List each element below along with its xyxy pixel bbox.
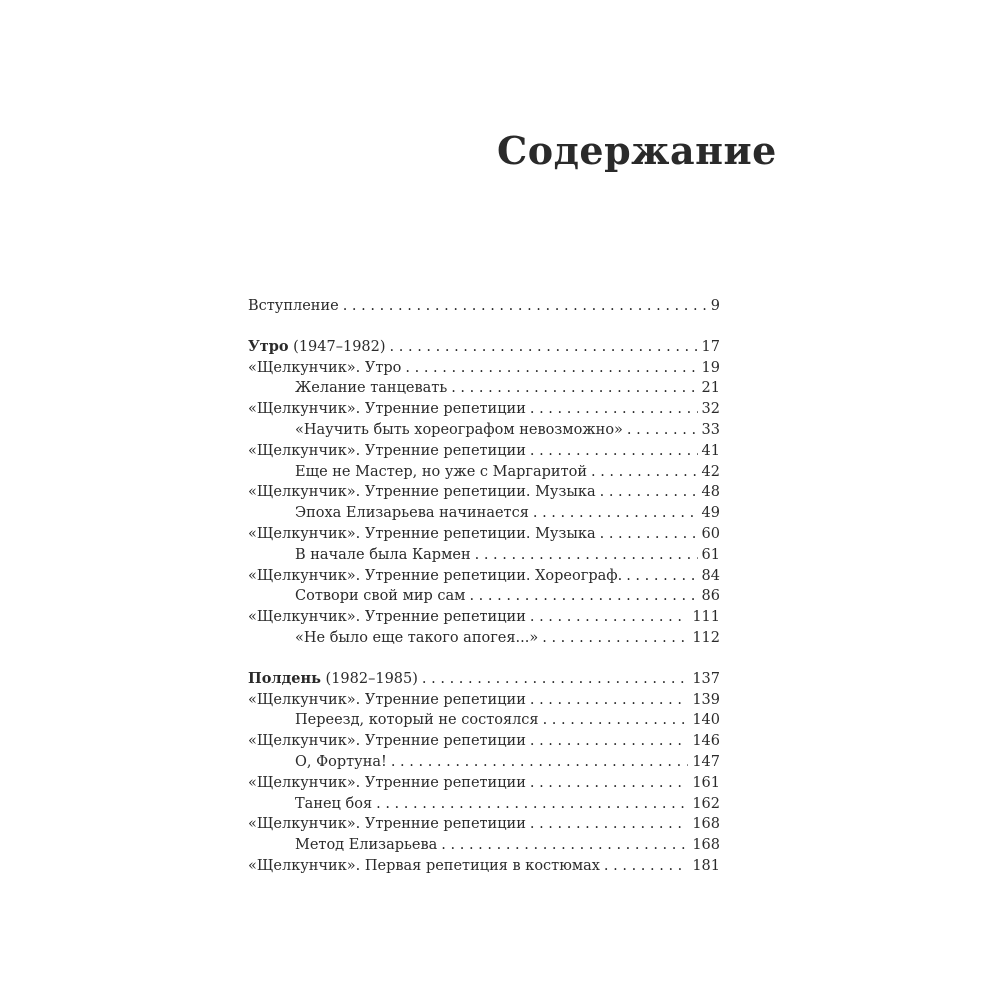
toc-entry-text: «Щелкунчик». Утренние репетиции bbox=[248, 733, 526, 750]
toc-entry-text: (1947–1982) bbox=[288, 338, 386, 355]
dot-leader bbox=[530, 814, 688, 835]
dot-leader bbox=[530, 441, 698, 462]
toc-entry-title bbox=[295, 586, 465, 607]
toc-entry bbox=[248, 420, 720, 441]
dot-leader bbox=[600, 524, 698, 545]
toc-entry-page: 60 bbox=[701, 525, 720, 542]
toc-entry-page: 9 bbox=[710, 298, 720, 314]
toc-entry-title bbox=[248, 358, 401, 379]
toc-entry bbox=[248, 482, 720, 503]
toc-entry-title bbox=[248, 690, 526, 711]
dot-leader bbox=[542, 628, 688, 649]
dot-leader bbox=[441, 835, 688, 856]
dot-leader bbox=[405, 358, 697, 379]
toc-entry-text: «Щелкунчик». Утренние репетиции. Хореограф. bbox=[248, 567, 623, 584]
toc-entry-title bbox=[248, 669, 418, 690]
toc-entry bbox=[248, 669, 720, 690]
toc-entry-text: «Щелкунчик». Утренние репетиции bbox=[248, 691, 526, 708]
toc-entry-title bbox=[248, 296, 339, 317]
toc-entry bbox=[248, 731, 720, 752]
toc-entry-page: 140 bbox=[692, 712, 720, 729]
toc-entry-page: 181 bbox=[692, 857, 720, 874]
toc-entry-title bbox=[295, 628, 538, 649]
toc-entry-text: «Щелкунчик». Утренние репетиции bbox=[248, 401, 526, 418]
toc-entry-title bbox=[295, 794, 372, 815]
toc-entry-title bbox=[248, 399, 526, 420]
toc-entry-title bbox=[248, 773, 526, 794]
toc-entry-text: «Щелкунчик». Утренние репетиции bbox=[248, 609, 526, 626]
toc-entry-page: 61 bbox=[701, 546, 720, 563]
toc-entry bbox=[248, 628, 720, 649]
toc-entry bbox=[248, 814, 720, 835]
toc-entry-text: «Щелкунчик». Утренние репетиции. Музыка bbox=[248, 525, 596, 542]
toc-entry bbox=[248, 503, 720, 524]
toc-entry-page: 84 bbox=[701, 567, 720, 584]
table-of-contents bbox=[248, 296, 720, 877]
toc-entry-part: Утро bbox=[248, 337, 289, 355]
toc-entry-text: «Щелкунчик». Утро bbox=[248, 359, 402, 376]
toc-entry-title bbox=[248, 731, 526, 752]
toc-entry-text: «Научить быть хореографом невозможно» bbox=[295, 421, 623, 438]
toc-entry-page: 147 bbox=[692, 753, 720, 770]
toc-entry-page: 168 bbox=[692, 816, 720, 833]
toc-entry-text: Танец боя bbox=[295, 795, 373, 812]
toc-entry-text: (1982–1985) bbox=[320, 670, 418, 687]
toc-entry-page: 146 bbox=[692, 733, 720, 750]
toc-entry-page: 19 bbox=[701, 359, 720, 376]
dot-leader bbox=[591, 462, 698, 483]
toc-entry bbox=[248, 337, 720, 358]
toc-entry bbox=[248, 710, 720, 731]
toc-entry bbox=[248, 358, 720, 379]
toc-entry-title bbox=[248, 814, 526, 835]
dot-leader bbox=[343, 296, 707, 317]
toc-entry-title bbox=[295, 710, 539, 731]
dot-leader bbox=[600, 482, 698, 503]
toc-entry-text: «Щелкунчик». Утренние репетиции bbox=[248, 816, 526, 833]
toc-entry bbox=[248, 566, 720, 587]
dot-leader bbox=[451, 378, 697, 399]
dot-leader bbox=[376, 794, 688, 815]
dot-leader bbox=[530, 607, 688, 628]
dot-leader bbox=[626, 566, 697, 587]
toc-entry-text: Сотвори свой мир сам bbox=[295, 588, 466, 605]
toc-entry-page: 41 bbox=[701, 442, 720, 459]
toc-entry-page: 168 bbox=[692, 837, 720, 854]
dot-leader bbox=[604, 856, 688, 877]
toc-entry-title bbox=[295, 545, 471, 566]
toc-entry bbox=[248, 296, 720, 317]
toc-entry bbox=[248, 835, 720, 856]
toc-entry-page: 32 bbox=[701, 401, 720, 418]
toc-entry bbox=[248, 794, 720, 815]
dot-leader bbox=[422, 669, 688, 690]
toc-entry-title bbox=[295, 503, 529, 524]
toc-entry bbox=[248, 752, 720, 773]
dot-leader bbox=[530, 731, 688, 752]
dot-leader bbox=[390, 337, 698, 358]
toc-entry-page: 48 bbox=[701, 484, 720, 501]
toc-entry-title bbox=[295, 378, 447, 399]
toc-entry bbox=[248, 441, 720, 462]
toc-entry-page: 49 bbox=[701, 505, 720, 522]
toc-entry-text: Эпоха Елизарьева начинается bbox=[295, 505, 529, 522]
page-title: Содержание bbox=[497, 128, 777, 173]
toc-entry-part: Полдень bbox=[248, 669, 321, 687]
toc-entry-page: 17 bbox=[701, 338, 720, 355]
dot-leader bbox=[533, 503, 698, 524]
toc-entry-text: «Щелкунчик». Утренние репетиции bbox=[248, 442, 526, 459]
dot-leader bbox=[391, 752, 688, 773]
toc-entry-text: «Щелкунчик». Утренние репетиции. Музыка bbox=[248, 484, 596, 501]
toc-entry-title bbox=[295, 462, 587, 483]
toc-entry-title bbox=[248, 524, 596, 545]
dot-leader bbox=[475, 545, 698, 566]
toc-entry-title bbox=[248, 482, 596, 503]
toc-entry-page: 21 bbox=[701, 380, 720, 397]
toc-entry-text: «Не было еще такого апогея...» bbox=[295, 629, 539, 646]
toc-entry bbox=[248, 586, 720, 607]
toc-entry bbox=[248, 462, 720, 483]
toc-entry-text: Желание танцевать bbox=[295, 380, 448, 397]
toc-entry-text: В начале была Кармен bbox=[295, 546, 471, 563]
toc-entry bbox=[248, 856, 720, 877]
dot-leader bbox=[469, 586, 697, 607]
toc-entry-page: 137 bbox=[692, 670, 720, 687]
toc-entry bbox=[248, 690, 720, 711]
dot-leader bbox=[530, 690, 688, 711]
toc-entry-title bbox=[248, 607, 526, 628]
toc-entry-page: 161 bbox=[692, 774, 720, 791]
toc-entry bbox=[248, 607, 720, 628]
toc-entry-page: 139 bbox=[692, 691, 720, 708]
toc-entry bbox=[248, 399, 720, 420]
toc-entry-page: 42 bbox=[701, 463, 720, 480]
toc-entry-page: 86 bbox=[701, 588, 720, 605]
toc-entry-title bbox=[248, 337, 386, 358]
toc-entry-title bbox=[248, 441, 526, 462]
toc-entry-text: О, Фортуна! bbox=[295, 753, 387, 770]
toc-entry bbox=[248, 545, 720, 566]
toc-entry-text: Еще не Мастер, но уже с Маргаритой bbox=[295, 463, 587, 480]
dot-leader bbox=[530, 399, 698, 420]
dot-leader bbox=[530, 773, 688, 794]
toc-entry-text: «Щелкунчик». Утренние репетиции bbox=[248, 774, 526, 791]
toc-entry-title bbox=[248, 856, 600, 877]
toc-entry-page: 162 bbox=[692, 795, 720, 812]
toc-entry-title bbox=[295, 420, 623, 441]
toc-entry bbox=[248, 378, 720, 399]
toc-entry-text: «Щелкунчик». Первая репетиция в костюмах bbox=[248, 857, 600, 874]
dot-leader bbox=[627, 420, 698, 441]
toc-entry-text: Переезд, который не состоялся bbox=[295, 712, 539, 729]
toc-entry-text: Метод Елизарьева bbox=[295, 837, 438, 854]
toc-entry bbox=[248, 524, 720, 545]
toc-entry bbox=[248, 773, 720, 794]
toc-entry-page: 112 bbox=[692, 629, 720, 646]
toc-entry-title bbox=[295, 835, 437, 856]
dot-leader bbox=[543, 710, 689, 731]
toc-entry-page: 111 bbox=[692, 609, 720, 626]
toc-entry-title bbox=[295, 752, 387, 773]
toc-entry-text: Вступление bbox=[248, 298, 339, 314]
toc-entry-page: 33 bbox=[701, 421, 720, 438]
toc-entry-title bbox=[248, 566, 622, 587]
